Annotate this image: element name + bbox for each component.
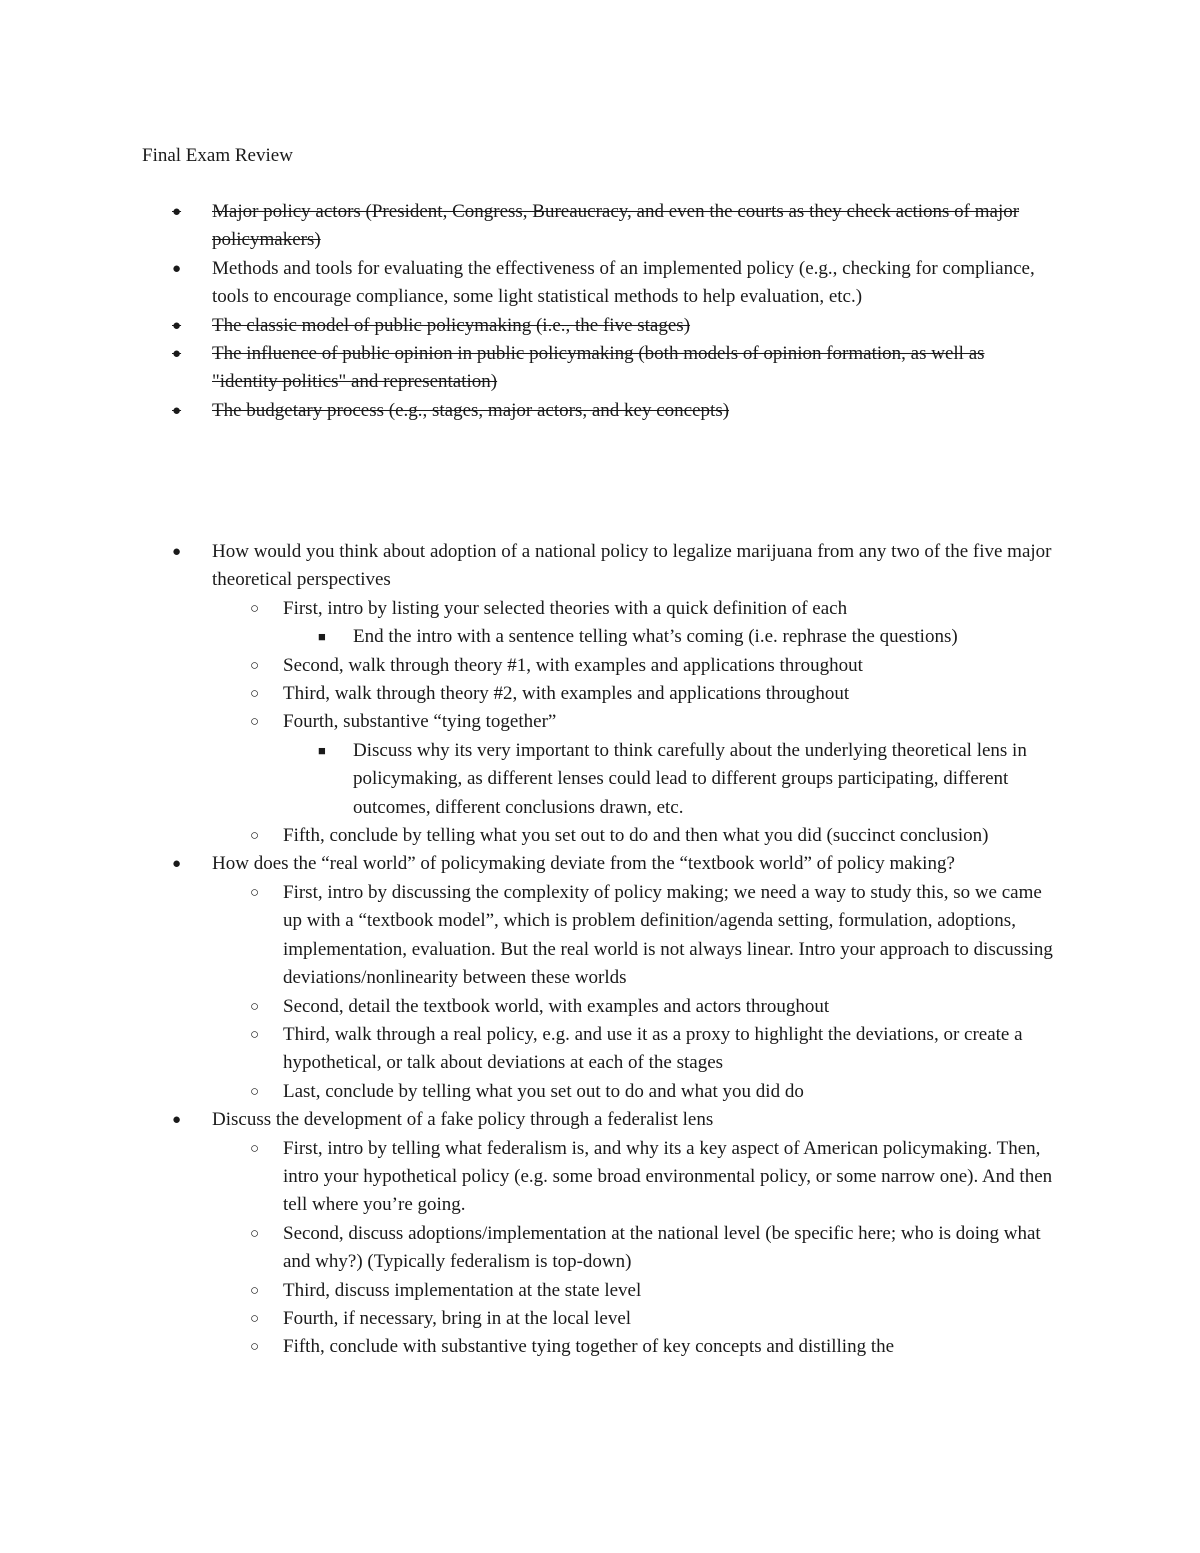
sub-bullet-item xyxy=(0,822,1053,850)
sub-bullet-item xyxy=(0,595,1053,623)
bullet-circle-icon: ○ xyxy=(250,998,260,1015)
bullet-disc-icon: ● xyxy=(172,346,182,363)
bullet-text: Second, discuss adoptions/implementation at the national level (be specific here; who is doing what and why?) (Typically federalism is top-down) xyxy=(283,1222,1041,1273)
bullet-circle-icon: ○ xyxy=(250,1282,260,1299)
bullet-text: First, intro by telling what federalism is, and why its a key aspect of American policymaking. Then, intro your hypothetical policy (e.g. some broad environmental policy, or some narrow one). And then tell where you’re going. xyxy=(283,1137,1053,1216)
bullet-text: Second, walk through theory #1, with examples and applications throughout xyxy=(283,654,863,676)
sub-bullet-item xyxy=(0,1277,1053,1305)
bullet-text: Methods and tools for evaluating the effectiveness of an implemented policy (e.g., checking for compliance, tools to encourage compliance, some light statistical methods to help evaluation, etc.) xyxy=(212,257,1035,308)
bullet-item xyxy=(0,255,1052,312)
sub-bullet-item xyxy=(0,1333,1053,1361)
bullet-text: Major policy actors (President, Congress, Bureaucracy, and even the courts as they check actions of major policymakers) xyxy=(212,201,1020,251)
bullet-text: Discuss why its very important to think carefully about the underlying theoretical lens in policymaking, as different lenses could lead to different groups participating, different outcomes, different conclusions drawn, etc. xyxy=(353,739,1027,818)
bullet-text: Discuss the development of a fake policy through a federalist lens xyxy=(212,1109,714,1131)
bullet-circle-icon: ○ xyxy=(250,1026,260,1043)
sub-sub-bullet-item xyxy=(0,623,1058,651)
bullet-text: First, intro by discussing the complexity of policy making; we need a way to study this, so we came up with a “textbook model”, which is problem definition/agenda setting, formulation, adoptions, implementation, evaluation. But the real world is not always linear. Intro your approach to discussing deviations/nonlinearity between these worlds xyxy=(283,881,1053,989)
bullet-item xyxy=(0,198,1052,255)
bullet-square-icon: ■ xyxy=(318,742,326,758)
bullet-circle-icon: ○ xyxy=(250,686,260,703)
bullet-text: The influence of public opinion in public policymaking (both models of opinion formation, as well as "identity politics" and representation) xyxy=(212,343,985,393)
bullet-text: The budgetary process (e.g., stages, major actors, and key concepts) xyxy=(212,399,730,421)
sub-bullet-item xyxy=(0,680,1053,708)
bullet-circle-icon: ○ xyxy=(250,828,260,845)
bullet-item xyxy=(0,850,1052,878)
bullet-item xyxy=(0,538,1052,595)
sub-sub-bullet-item xyxy=(0,737,1058,822)
sub-bullet-item xyxy=(0,1021,1053,1078)
bullet-disc-icon: ● xyxy=(172,402,182,419)
sub-bullet-item xyxy=(0,1220,1053,1277)
topic-list xyxy=(0,198,1200,425)
bullet-text: How would you think about adoption of a national policy to legalize marijuana from any two of the five major theoretical perspectives xyxy=(212,541,1052,591)
bullet-text: First, intro by listing your selected theories with a quick definition of each xyxy=(283,597,848,619)
bullet-text: How does the “real world” of policymaking deviate from the “textbook world” of policy making? xyxy=(212,853,955,875)
bullet-circle-icon: ○ xyxy=(250,884,260,901)
question-list xyxy=(0,538,1200,1362)
bullet-circle-icon: ○ xyxy=(250,1083,260,1100)
bullet-item xyxy=(0,397,1052,425)
bullet-disc-icon: ● xyxy=(172,204,182,220)
bullet-text: Second, detail the textbook world, with examples and actors throughout xyxy=(283,995,830,1017)
bullet-disc-icon: ● xyxy=(172,856,182,873)
bullet-circle-icon: ○ xyxy=(250,1339,260,1356)
bullet-circle-icon: ○ xyxy=(250,1310,260,1327)
sub-bullet-item xyxy=(0,1135,1053,1220)
bullet-text: Fourth, if necessary, bring in at the local level xyxy=(283,1307,632,1329)
bullet-circle-icon: ○ xyxy=(250,657,260,674)
bullet-text: Fifth, conclude with substantive tying together of key concepts and distilling the xyxy=(283,1336,895,1358)
sub-bullet-item xyxy=(0,1078,1053,1106)
sub-bullet-item xyxy=(0,652,1053,680)
bullet-square-icon: ■ xyxy=(318,629,326,645)
sub-bullet-item xyxy=(0,879,1053,993)
bullet-item xyxy=(0,1106,1052,1134)
bullet-text: Fourth, substantive “tying together” xyxy=(283,711,557,733)
bullet-text: Last, conclude by telling what you set out to do and what you did do xyxy=(283,1080,804,1102)
bullet-disc-icon: ● xyxy=(172,1112,182,1129)
bullet-circle-icon: ○ xyxy=(250,714,260,731)
bullet-text: The classic model of public policymaking (i.e., the five stages) xyxy=(212,314,691,336)
bullet-item xyxy=(0,340,1052,397)
bullet-circle-icon: ○ xyxy=(250,600,260,617)
bullet-disc-icon: ● xyxy=(172,317,182,334)
bullet-circle-icon: ○ xyxy=(250,1225,260,1242)
sub-bullet-item xyxy=(0,1305,1053,1333)
bullet-disc-icon: ● xyxy=(172,544,182,560)
bullet-disc-icon: ● xyxy=(172,260,182,277)
bullet-text: Fifth, conclude by telling what you set out to do and then what you did (succinct conclusion) xyxy=(283,825,989,847)
bullet-text: Third, walk through theory #2, with examples and applications throughout xyxy=(283,683,850,705)
bullet-item xyxy=(0,312,1052,340)
sub-bullet-item xyxy=(0,993,1053,1021)
bullet-text: Third, discuss implementation at the state level xyxy=(283,1279,642,1301)
bullet-text: Third, walk through a real policy, e.g. and use it as a proxy to highlight the deviations, or create a hypothetical, or talk about deviations at each of the stages xyxy=(283,1023,1023,1074)
page-title: Final Exam Review xyxy=(142,145,293,166)
bullet-text: End the intro with a sentence telling what’s coming (i.e. rephrase the questions) xyxy=(353,626,958,648)
bullet-circle-icon: ○ xyxy=(250,1140,260,1157)
sub-bullet-item xyxy=(0,708,1053,736)
